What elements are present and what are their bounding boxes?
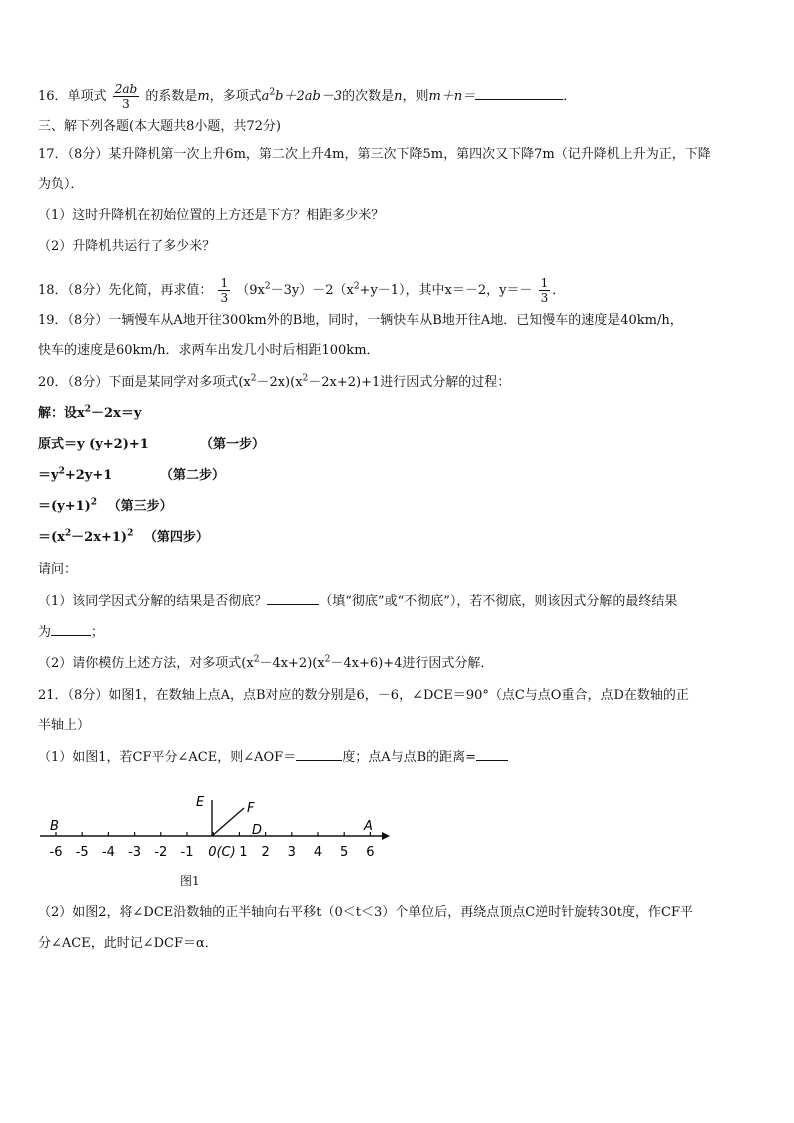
q16-frac-numerator: 2ab <box>114 82 138 96</box>
q20-intro <box>38 374 764 392</box>
label-d: D <box>252 823 263 838</box>
q20-intro-post: －2x+2)+1进行因式分解的过程： <box>308 375 511 390</box>
q18-pre: 18．（8分）先化简，再求值： <box>38 283 213 298</box>
q18-mid-2: －3y）－2（x <box>270 283 354 298</box>
q20-sub-1-line-2-pre: 为 <box>38 625 52 640</box>
label-f: F <box>247 801 255 816</box>
q21-sub-1-mid: 度；点A与点B的距离= <box>342 750 477 765</box>
q18-end: ． <box>552 283 566 298</box>
label-e: E <box>196 795 205 810</box>
section-3-heading: 三、解下列各题(本大题共8小题，共72分) <box>38 119 281 134</box>
q20-sub-2-pre: （2）请你模仿上述方法，对多项式(x <box>38 656 254 671</box>
tick-label: -6 <box>49 845 63 860</box>
q20-step-4-mid: －2x+1) <box>71 530 128 545</box>
q18-exp-2: 2 <box>353 281 360 292</box>
q20-step-4-pre: ＝(x <box>38 530 65 545</box>
q20-sub-2-mid: －4x+2)(x <box>259 656 325 671</box>
figure-1-caption: 图1 <box>180 874 200 888</box>
q20-sub-1-line-2 <box>38 624 764 642</box>
q16-text-1: 的系数是 <box>145 89 198 104</box>
q20-step-2-exp: 2 <box>58 466 65 477</box>
q18-mid-3: +y－1），其中x＝－2，y＝－ <box>359 283 533 298</box>
q20-intro-mid: －2x)(x <box>256 375 303 390</box>
q16-end: ． <box>563 89 577 104</box>
q18-mid: （9x <box>236 283 265 298</box>
q20-sub-2-exp-1: 2 <box>253 654 260 665</box>
q20-sub-2-exp-2: 2 <box>324 654 331 665</box>
q16-poly: a <box>261 89 270 104</box>
q18-fraction-2 <box>539 276 551 305</box>
q20-sub-2-post: －4x+6)+4进行因式分解． <box>330 656 494 671</box>
q20-intro-exp-2: 2 <box>302 373 309 384</box>
q20-step-2-note: （第二步） <box>160 468 226 483</box>
q20-sub-2 <box>38 655 764 673</box>
question-18 <box>38 276 764 305</box>
q18-f2-numerator: 1 <box>540 276 549 290</box>
number-line-arrow <box>382 832 390 840</box>
q20-step-4-note: （第四步） <box>143 530 209 545</box>
q16-text-4: ，则 <box>402 89 429 104</box>
q16-m: m <box>197 89 210 104</box>
tick-label: -4 <box>101 845 115 860</box>
q20-step-1-expr: 原式＝y (y+2)+1 <box>38 437 149 452</box>
q20-step-1-note: （第一步） <box>200 437 266 452</box>
q20-sub-1-line-2-end: ； <box>91 625 105 640</box>
q20-intro-exp-1: 2 <box>250 373 257 384</box>
label-a: A <box>364 819 373 834</box>
q19-line-2: 快车的速度是60km/h．求两车出发几小时后相距100km． <box>38 343 380 358</box>
q21-sub-1-pre: （1）如图1，若CF平分∠ACE，则∠AOF＝ <box>38 750 297 765</box>
q16-fraction <box>113 82 139 111</box>
tick-label: 0(C) <box>208 845 236 860</box>
tick-label: 2 <box>261 845 270 860</box>
q16-n: n <box>394 89 403 104</box>
q20-step-4 <box>38 529 764 547</box>
label-b: B <box>50 819 59 834</box>
q18-f1-denominator: 3 <box>220 291 229 305</box>
q21-sub-2-line-2: 分∠ACE，此时记∠DCF＝α． <box>38 936 218 951</box>
q20-step-3-exp: 2 <box>90 497 98 508</box>
q21-angle-blank[interactable] <box>296 760 342 761</box>
tick-label: 6 <box>366 845 375 860</box>
q19-line-1: 19．（8分）一辆慢车从A地开往300km外的B地，同时，一辆快车从B地开往A地．已知慢车的速度是40km/h， <box>38 313 683 328</box>
q21-sub-2-line-1: （2）如图2，将∠DCE沿数轴的正半轴向右平移t（0＜t＜3）个单位后，再绕点顶点C逆时针旋转30t度，作CF平 <box>38 905 693 920</box>
tick-label: -5 <box>75 845 89 860</box>
q20-step-1 <box>38 436 764 454</box>
q17-sub-2: （2）升降机共运行了多少米？ <box>38 239 216 254</box>
q17-sub-1: （1）这时升降机在初始位置的上方还是下方？相距多少米？ <box>38 208 385 223</box>
q20-step-4-exp-2: 2 <box>127 528 134 539</box>
q21-line-1: 21．（8分）如图1，在数轴上点A，点B对应的数分别是6，－6，∠DCE＝90°（点C与点O重合，点D在数轴的正 <box>38 688 689 703</box>
q20-sub-1-blank[interactable] <box>267 604 319 605</box>
q16-text-3: 的次数是 <box>342 89 395 104</box>
q20-step-2 <box>38 467 764 485</box>
q18-f1-numerator: 1 <box>220 276 229 290</box>
q16-poly-rest: b＋2ab－3 <box>275 89 343 104</box>
q20-step-2-post: +2y+1 <box>64 468 113 483</box>
q20-step-3 <box>38 498 764 516</box>
tick-label: -1 <box>180 845 194 860</box>
q18-f2-denominator: 3 <box>540 291 549 305</box>
tick-label: -3 <box>128 845 142 860</box>
ray-cf <box>212 808 244 836</box>
tick-label: 1 <box>239 845 248 860</box>
q20-step-4-exp-1: 2 <box>64 528 72 539</box>
q20-sol-pre: 解：设x <box>38 406 85 421</box>
tick-label: 5 <box>340 845 349 860</box>
q16-poly-exp: 2 <box>269 87 276 98</box>
q16-text-2: ，多项式 <box>209 89 262 104</box>
q20-ask: 请问： <box>38 562 78 577</box>
figure-1-number-line <box>30 786 400 866</box>
q18-fraction-1 <box>218 276 230 305</box>
q20-step-3-pre: ＝(y+1) <box>38 499 91 514</box>
tick-label: 4 <box>313 845 323 860</box>
q20-sub-1-post: （填“彻底”或“不彻底”），若不彻底，则该因式分解的最终结果 <box>319 594 678 609</box>
q18-exp-1: 2 <box>264 281 271 292</box>
q20-sub-1 <box>38 593 764 611</box>
q20-sub-1-pre: （1）该同学因式分解的结果是否彻底？ <box>38 594 268 609</box>
q16-answer-blank[interactable] <box>475 99 563 100</box>
q20-intro-pre: 20．（8分）下面是某同学对多项式(x <box>38 375 251 390</box>
q20-sub-1-final-blank[interactable] <box>51 635 91 636</box>
tick-label: 3 <box>287 845 296 860</box>
q20-step-2-pre: ＝y <box>38 468 59 483</box>
q21-distance-blank[interactable] <box>476 760 508 761</box>
q17-line-2: 为负）． <box>38 177 84 192</box>
q20-solution-setup <box>38 405 764 423</box>
q16-label: 16．单项式 <box>38 89 107 104</box>
q20-step-3-note: （第三步） <box>107 499 173 514</box>
q17-line-1: 17．（8分）某升降机第一次上升6m，第二次上升4m，第三次下降5m，第四次又下降7m（记升降机上升为正，下降 <box>38 147 711 162</box>
tick-label: -2 <box>154 845 168 860</box>
q20-sol-exp: 2 <box>84 404 92 415</box>
q20-sol-post: －2x＝y <box>91 406 142 421</box>
q16-frac-denominator: 3 <box>122 97 130 111</box>
q21-sub-1 <box>38 749 764 767</box>
q21-line-2: 半轴上） <box>38 718 91 733</box>
question-16 <box>38 82 764 111</box>
q16-expr: m＋n＝ <box>428 89 476 104</box>
